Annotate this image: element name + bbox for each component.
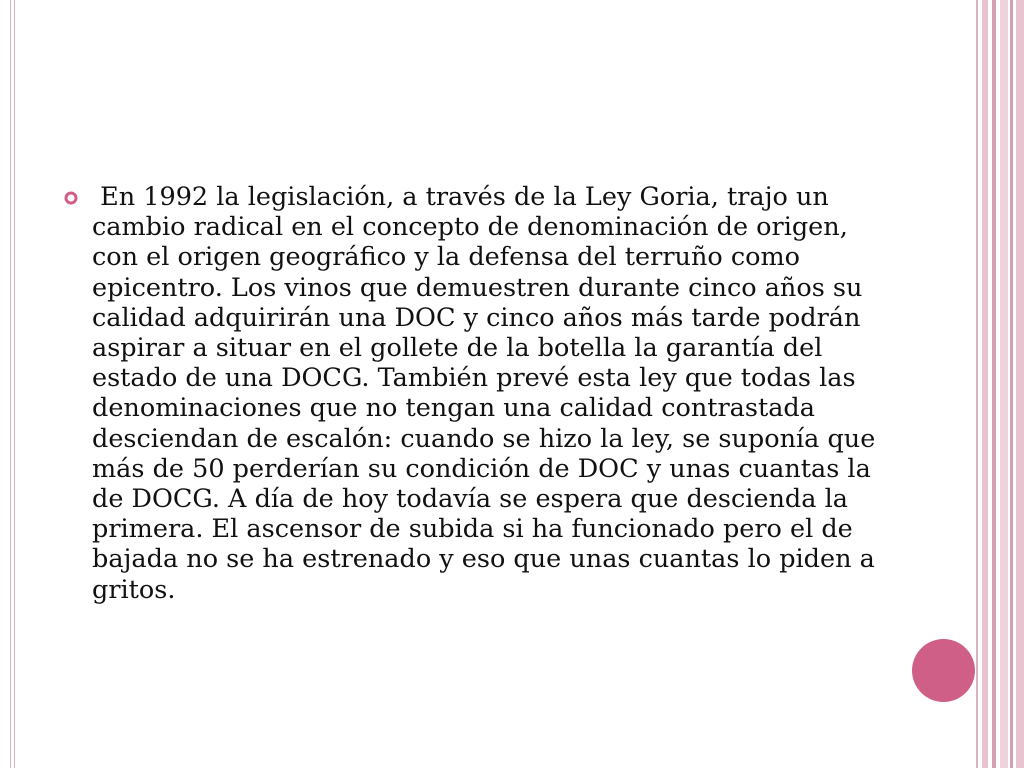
right-stripe-3 <box>992 0 996 768</box>
right-stripe-1 <box>976 0 978 768</box>
bullet-item <box>64 182 884 605</box>
bullet-text: En 1992 la legislación, a través de la Ley Goria, trajo un cambio radical en el concepto de denominación de origen, con el origen geográfico y la defensa del terruño como epicentro. Los vinos que demuestren durante cinco años su calidad adquirirán una DOC y cinco años más tarde podrán aspirar a situar en el gollete de la botella la garantía del estado de una DOCG. También prevé esta ley que todas las denominaciones que no tengan una calidad contrastada desciendan de escalón: cuando se hizo la ley, se suponía que más de 50 perderían su condición de DOC y unas cuantas la de DOCG. A día de hoy todavía se espera que descienda la primera. El ascensor de subida si ha funcionado pero el de bajada no se ha estrenado y eso que unas cuantas lo piden a gritos. <box>92 182 884 605</box>
left-border-line-inner <box>14 0 15 768</box>
slide-body <box>64 182 884 605</box>
ring-bullet-icon <box>64 191 78 205</box>
left-border-line-outer <box>10 0 11 768</box>
right-stripe-6 <box>1016 0 1024 768</box>
right-stripe-2 <box>982 0 988 768</box>
right-stripe-4 <box>1000 0 1008 768</box>
right-stripe-5 <box>1010 0 1013 768</box>
decorative-circle <box>912 639 975 702</box>
